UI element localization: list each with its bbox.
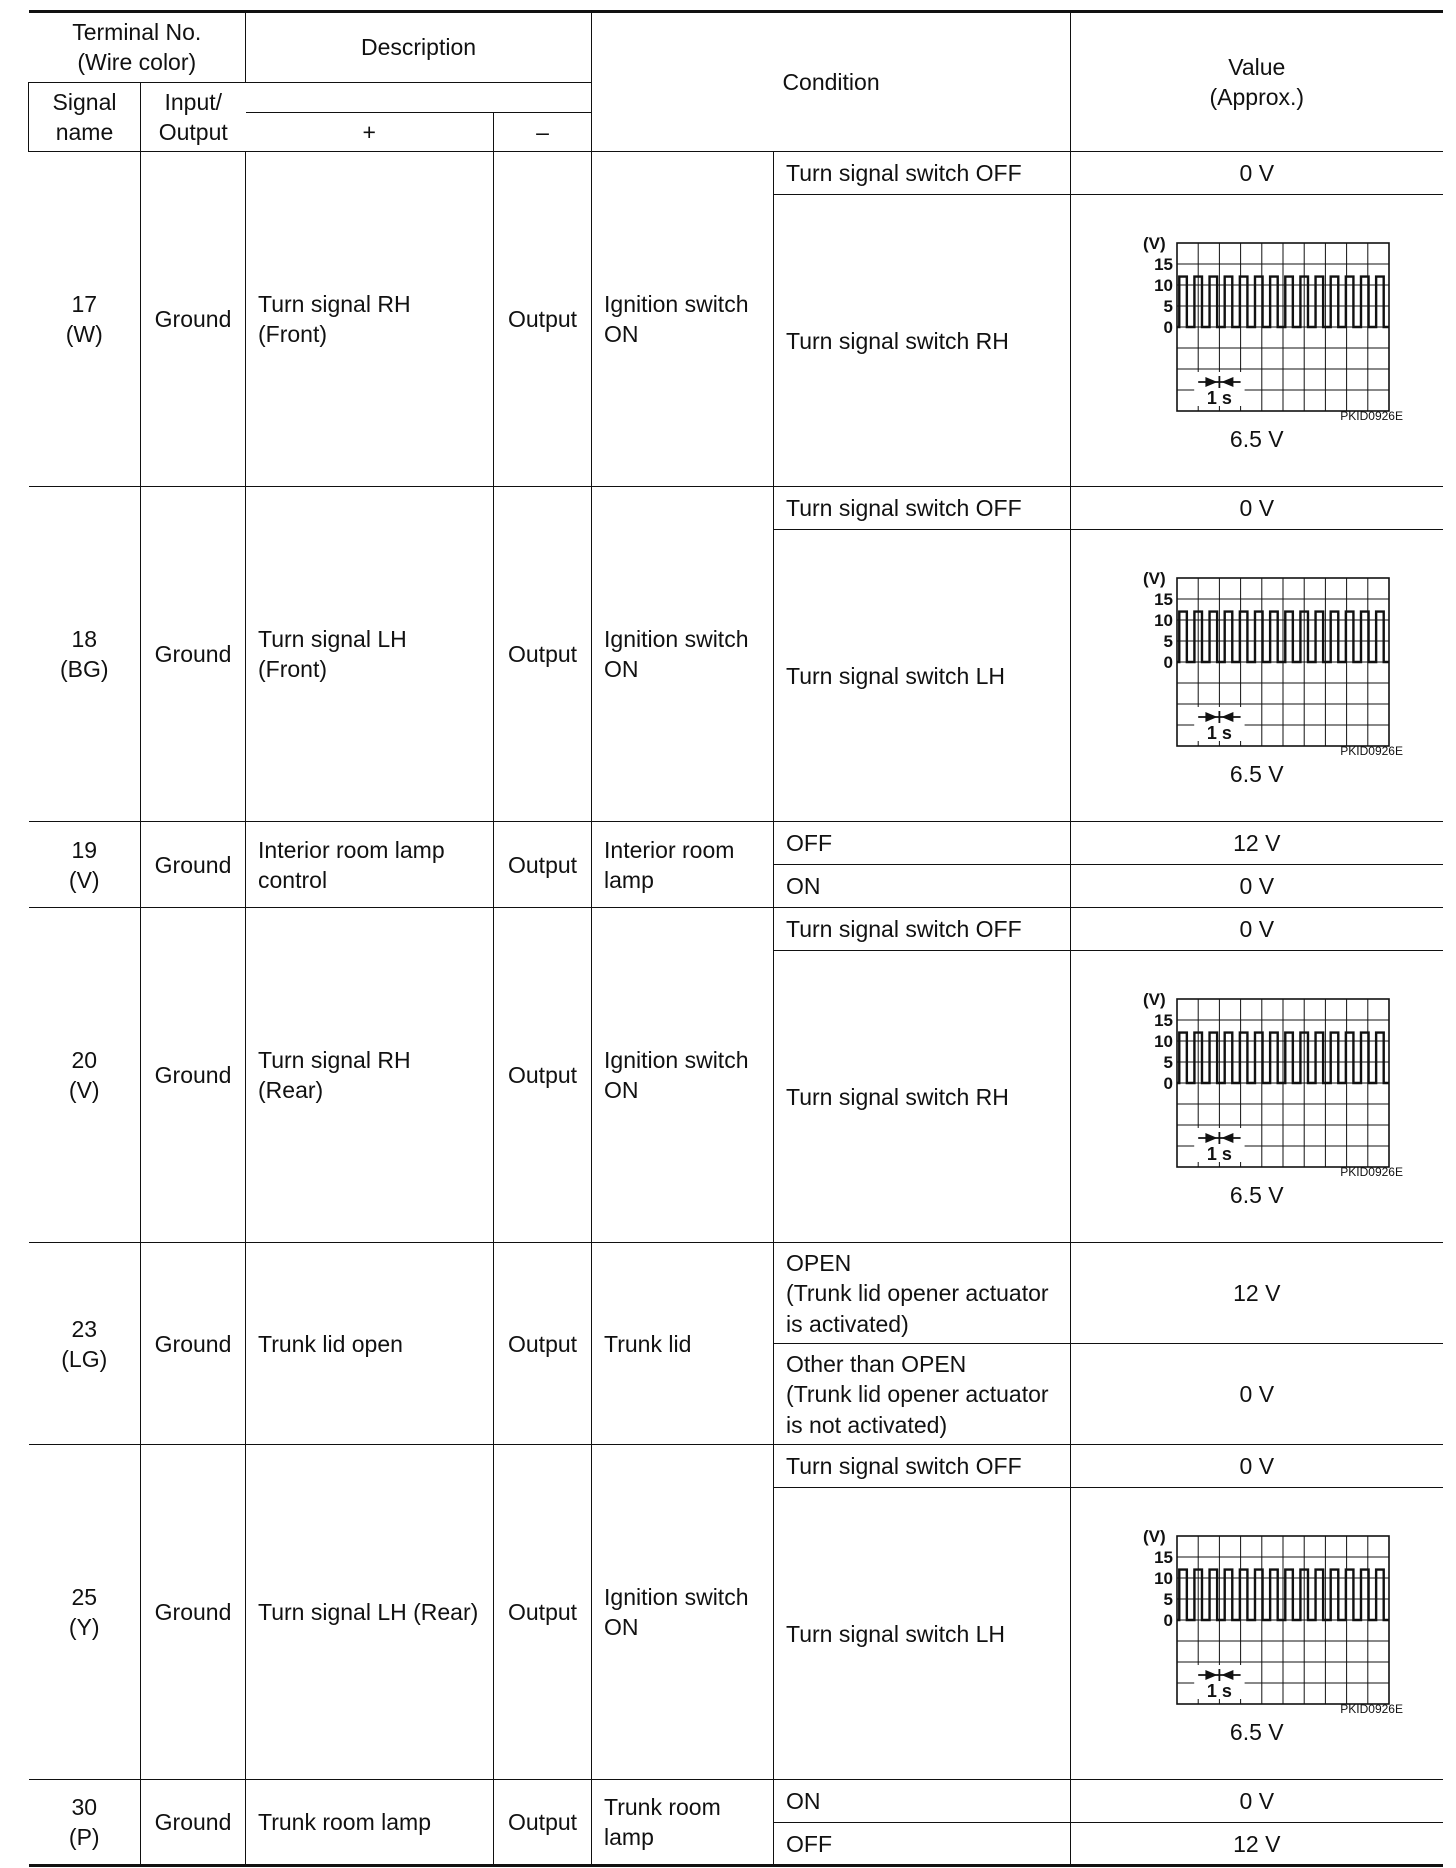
condition-main-line: ON (604, 1077, 639, 1104)
io-cell: Output (494, 487, 592, 822)
value-cell: 12 V (1071, 1823, 1443, 1866)
signal-name-cell (246, 1243, 494, 1445)
header-terminal-no (29, 12, 246, 83)
value-cell: 0 V (1071, 865, 1443, 908)
table-row (29, 908, 1443, 951)
signal-name-line: (Front) (258, 321, 328, 348)
waveform-unit-label: (V) (1142, 990, 1166, 1010)
header-value-approx: (Approx.) (1209, 84, 1305, 111)
condition-main-line: Interior room (604, 836, 735, 863)
header-io-line2: Output (158, 119, 228, 146)
figure-code: PKID0926E (1340, 1702, 1403, 1716)
condition-detail-cell: Turn signal switch OFF (774, 487, 1071, 530)
table-row (29, 822, 1443, 865)
header-wire-color: (Wire color) (77, 49, 197, 76)
terminal-cell (29, 152, 141, 487)
io-cell: Output (494, 1780, 592, 1866)
wire-color: (V) (68, 866, 100, 893)
condition-detail-line: (Trunk lid opener actuator (786, 1381, 1049, 1408)
ground-cell: Ground (141, 1243, 246, 1445)
terminal-number: 17 (71, 291, 98, 318)
turn-signal-waveform (1107, 227, 1407, 422)
waveform-tick-label: 10 (1153, 1569, 1173, 1589)
waveform-tick-label: 15 (1153, 590, 1173, 610)
condition-detail-line: is not activated) (786, 1411, 948, 1438)
value-cell: 0 V (1071, 152, 1443, 195)
waveform-tick-label: 0 (1163, 653, 1173, 673)
waveform-tick-label: 15 (1153, 1548, 1173, 1568)
terminal-number: 19 (71, 836, 98, 863)
wire-color: (LG) (61, 1345, 108, 1372)
wire-color: (W) (65, 321, 103, 348)
wire-color: (Y) (68, 1614, 100, 1641)
signal-name-line: Interior room lamp (258, 836, 445, 863)
condition-main-cell (592, 1780, 774, 1866)
waveform-tick-label: 5 (1163, 1053, 1173, 1073)
condition-main-line: ON (604, 321, 639, 348)
header-plus: + (246, 112, 494, 152)
value-cell: 0 V (1071, 908, 1443, 951)
signal-name-cell (246, 1445, 494, 1780)
condition-main-line: lamp (604, 1824, 654, 1851)
condition-detail-cell (774, 1243, 1071, 1344)
header-signal-name: Signal name (29, 82, 141, 152)
value-text: 6.5 V (1229, 761, 1284, 788)
waveform-tick-label: 5 (1163, 632, 1173, 652)
condition-main-line: Trunk lid (604, 1330, 692, 1357)
value-cell: 0 V (1071, 487, 1443, 530)
signal-name-cell (246, 822, 494, 908)
waveform-tick-label: 15 (1153, 1011, 1173, 1031)
value-cell: 12 V (1071, 822, 1443, 865)
waveform-unit-label: (V) (1142, 569, 1166, 589)
header-condition: Condition (592, 12, 1071, 152)
condition-main-cell (592, 1445, 774, 1780)
condition-detail-cell: Turn signal switch LH (774, 1488, 1071, 1780)
time-scale-label: 1 s (1206, 723, 1232, 744)
condition-main-line: Ignition switch (604, 1584, 749, 1611)
signal-name-line: Turn signal RH (Rear) (258, 1047, 411, 1104)
condition-main-line: Ignition switch (604, 291, 749, 318)
table-row (29, 1243, 1443, 1344)
condition-main-line: Trunk room (604, 1794, 721, 1821)
header-io-line1: Input/ (164, 88, 223, 115)
header-value (1071, 12, 1443, 152)
ground-cell: Ground (141, 487, 246, 822)
terminal-number: 18 (71, 626, 98, 653)
signal-name-cell (246, 152, 494, 487)
wire-color: (V) (68, 1077, 100, 1104)
waveform-tick-label: 0 (1163, 1074, 1173, 1094)
waveform-unit-label: (V) (1142, 1527, 1166, 1547)
header-input-output (141, 82, 246, 152)
turn-signal-waveform (1107, 983, 1407, 1178)
terminal-cell (29, 1445, 141, 1780)
condition-detail-line: Other than OPEN (786, 1350, 967, 1377)
condition-main-line: ON (604, 1614, 639, 1641)
condition-main-line: ON (604, 656, 639, 683)
wire-color: (P) (68, 1824, 100, 1851)
signal-name-line: Turn signal LH (Rear) (258, 1599, 479, 1626)
value-cell: 0 V (1071, 1780, 1443, 1823)
ground-cell: Ground (141, 1780, 246, 1866)
value-text: 6.5 V (1229, 426, 1284, 453)
terminal-cell (29, 1780, 141, 1866)
condition-detail-line: OPEN (786, 1249, 852, 1276)
value-waveform-cell (1071, 530, 1443, 822)
header-value-label: Value (1228, 53, 1286, 80)
wire-color: (BG) (59, 656, 109, 683)
value-cell: 12 V (1071, 1243, 1443, 1344)
value-text: 6.5 V (1229, 1719, 1284, 1746)
condition-main-line: Ignition switch (604, 1047, 749, 1074)
terminal-number: 20 (71, 1047, 98, 1074)
waveform-tick-label: 10 (1153, 276, 1173, 296)
turn-signal-waveform (1107, 562, 1407, 757)
figure-code: PKID0926E (1340, 744, 1403, 758)
header-description: Description (246, 12, 592, 83)
waveform-tick-label: 10 (1153, 1032, 1173, 1052)
signal-name-cell (246, 908, 494, 1243)
table-row (29, 487, 1443, 530)
ground-cell: Ground (141, 908, 246, 1243)
value-cell: 0 V (1071, 1344, 1443, 1445)
condition-main-line: lamp (604, 866, 654, 893)
condition-main-cell (592, 487, 774, 822)
condition-detail-cell: OFF (774, 822, 1071, 865)
signal-name-line: Trunk lid open (258, 1330, 403, 1357)
value-waveform-cell (1071, 1488, 1443, 1780)
terminal-number: 30 (71, 1794, 98, 1821)
terminal-cell (29, 822, 141, 908)
io-cell: Output (494, 1445, 592, 1780)
condition-main-cell (592, 822, 774, 908)
signal-name-cell (246, 487, 494, 822)
table-body (29, 152, 1443, 1866)
condition-detail-cell: Turn signal switch RH (774, 195, 1071, 487)
table-row (29, 1780, 1443, 1823)
signal-name-line: Turn signal LH (Front) (258, 626, 407, 683)
value-text: 6.5 V (1229, 1182, 1284, 1209)
condition-detail-cell: Turn signal switch OFF (774, 1445, 1071, 1488)
signal-name-line: control (258, 866, 328, 893)
terminal-cell (29, 487, 141, 822)
header-minus: – (494, 112, 592, 152)
condition-detail-cell: Turn signal switch LH (774, 530, 1071, 822)
terminal-cell (29, 1243, 141, 1445)
condition-detail-cell: ON (774, 1780, 1071, 1823)
condition-detail-cell: Turn signal switch OFF (774, 152, 1071, 195)
ground-cell: Ground (141, 1445, 246, 1780)
terminal-spec-table (28, 10, 1443, 1867)
signal-name-cell (246, 1780, 494, 1866)
terminal-cell (29, 908, 141, 1243)
io-cell: Output (494, 1243, 592, 1445)
waveform-tick-label: 5 (1163, 1590, 1173, 1610)
ground-cell: Ground (141, 822, 246, 908)
header-terminal-label: Terminal No. (72, 19, 202, 45)
ground-cell: Ground (141, 152, 246, 487)
io-cell: Output (494, 152, 592, 487)
waveform-tick-label: 0 (1163, 1611, 1173, 1631)
signal-name-line: Trunk room lamp (258, 1809, 431, 1836)
condition-main-cell (592, 152, 774, 487)
signal-name-line: Turn signal RH (258, 291, 411, 318)
condition-detail-line: (Trunk lid opener actuator (786, 1280, 1049, 1307)
condition-main-cell (592, 908, 774, 1243)
figure-code: PKID0926E (1340, 409, 1403, 423)
table-row (29, 152, 1443, 195)
waveform-tick-label: 15 (1153, 255, 1173, 275)
condition-main-cell (592, 1243, 774, 1445)
io-cell: Output (494, 822, 592, 908)
waveform-unit-label: (V) (1142, 234, 1166, 254)
time-scale-label: 1 s (1206, 1144, 1232, 1165)
terminal-number: 25 (71, 1584, 98, 1611)
figure-code: PKID0926E (1340, 1165, 1403, 1179)
condition-detail-cell: Turn signal switch RH (774, 951, 1071, 1243)
io-cell: Output (494, 908, 592, 1243)
condition-detail-cell (774, 1344, 1071, 1445)
table-row (29, 1445, 1443, 1488)
condition-detail-cell: Turn signal switch OFF (774, 908, 1071, 951)
waveform-tick-label: 0 (1163, 318, 1173, 338)
condition-detail-cell: OFF (774, 1823, 1071, 1866)
value-waveform-cell (1071, 195, 1443, 487)
value-cell: 0 V (1071, 1445, 1443, 1488)
condition-detail-line: is activated) (786, 1310, 909, 1337)
condition-main-line: Ignition switch (604, 626, 749, 653)
time-scale-label: 1 s (1206, 388, 1232, 409)
value-waveform-cell (1071, 951, 1443, 1243)
time-scale-label: 1 s (1206, 1681, 1232, 1702)
turn-signal-waveform (1107, 1520, 1407, 1715)
waveform-tick-label: 5 (1163, 297, 1173, 317)
waveform-tick-label: 10 (1153, 611, 1173, 631)
condition-detail-cell: ON (774, 865, 1071, 908)
terminal-number: 23 (71, 1315, 98, 1342)
